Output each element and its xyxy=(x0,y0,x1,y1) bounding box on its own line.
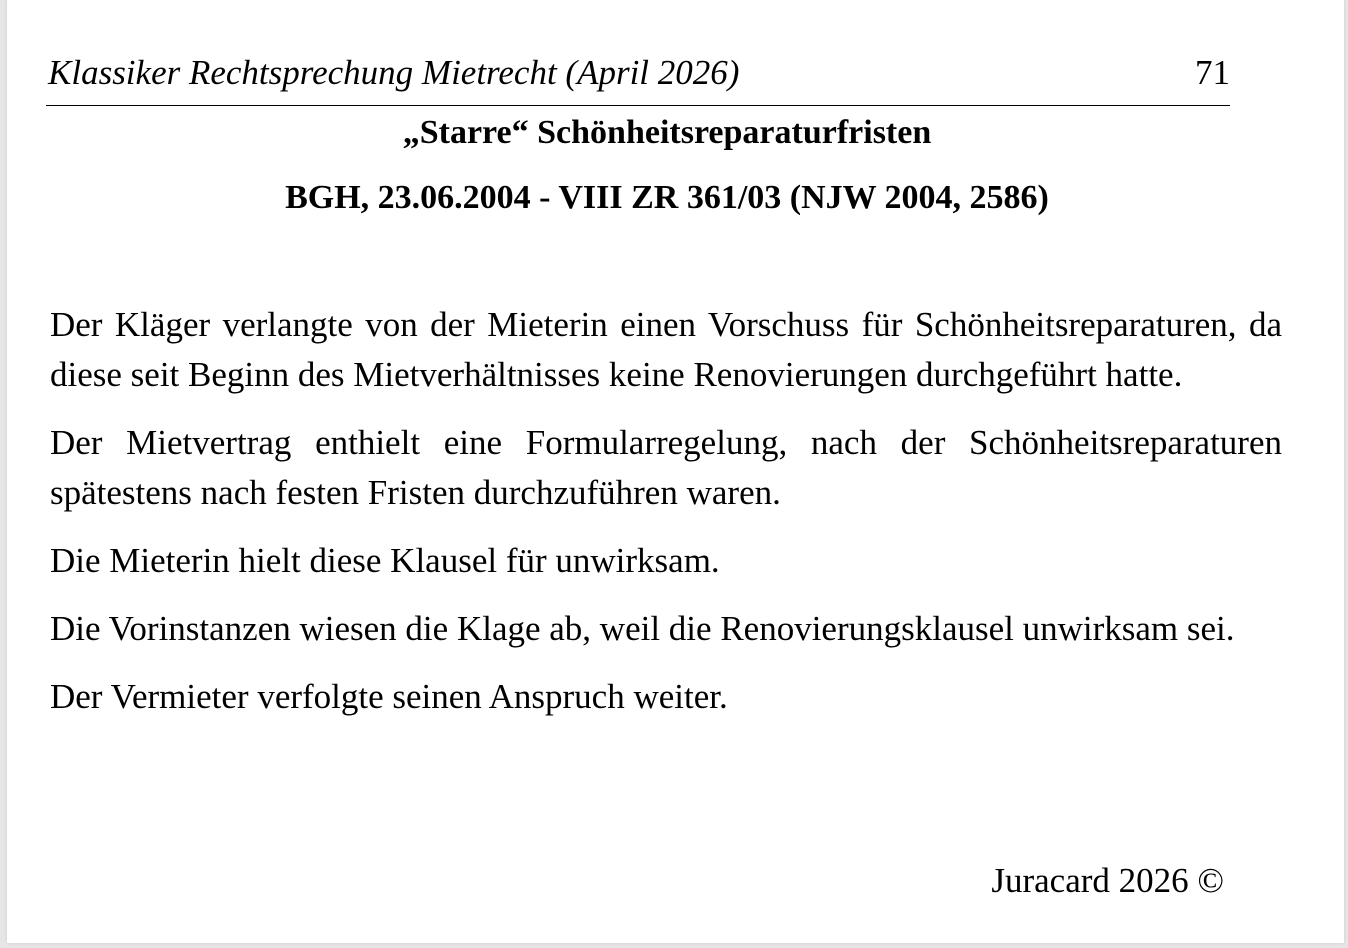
footer-copyright: Juracard 2026 © xyxy=(991,861,1224,900)
document-page xyxy=(7,0,1344,943)
paragraph: Der Vermieter verfolgte seinen Anspruch weiter. xyxy=(50,677,728,716)
paragraph: Der Kläger verlangte von der Mieterin einen Vorschuss für Schönheitsreparaturen, da diese seit Beginn des Mietverhältnisses keine Renovierungen durchgeführt hatte. xyxy=(50,305,1282,394)
case-citation: BGH, 23.06.2004 - VIII ZR 361/03 (NJW 2004, 2586) xyxy=(285,179,1049,216)
paragraph: Der Mietvertrag enthielt eine Formularregelung, nach der Schönheitsreparaturen spätestens nach festen Fristen durchzuführen waren. xyxy=(50,423,1282,512)
page-number: 71 xyxy=(1195,53,1230,92)
running-header xyxy=(48,48,1230,98)
header-rule xyxy=(46,105,1230,106)
paragraph: Die Vorinstanzen wiesen die Klage ab, weil die Renovierungsklausel unwirksam sei. xyxy=(50,609,1235,648)
running-title: Klassiker Rechtsprechung Mietrecht (April 2026) xyxy=(48,53,740,92)
case-title: „Starre“ Schönheitsreparaturfristen xyxy=(402,114,932,151)
case-facts xyxy=(50,300,1282,740)
paragraph: Die Mieterin hielt diese Klausel für unwirksam. xyxy=(50,541,720,580)
